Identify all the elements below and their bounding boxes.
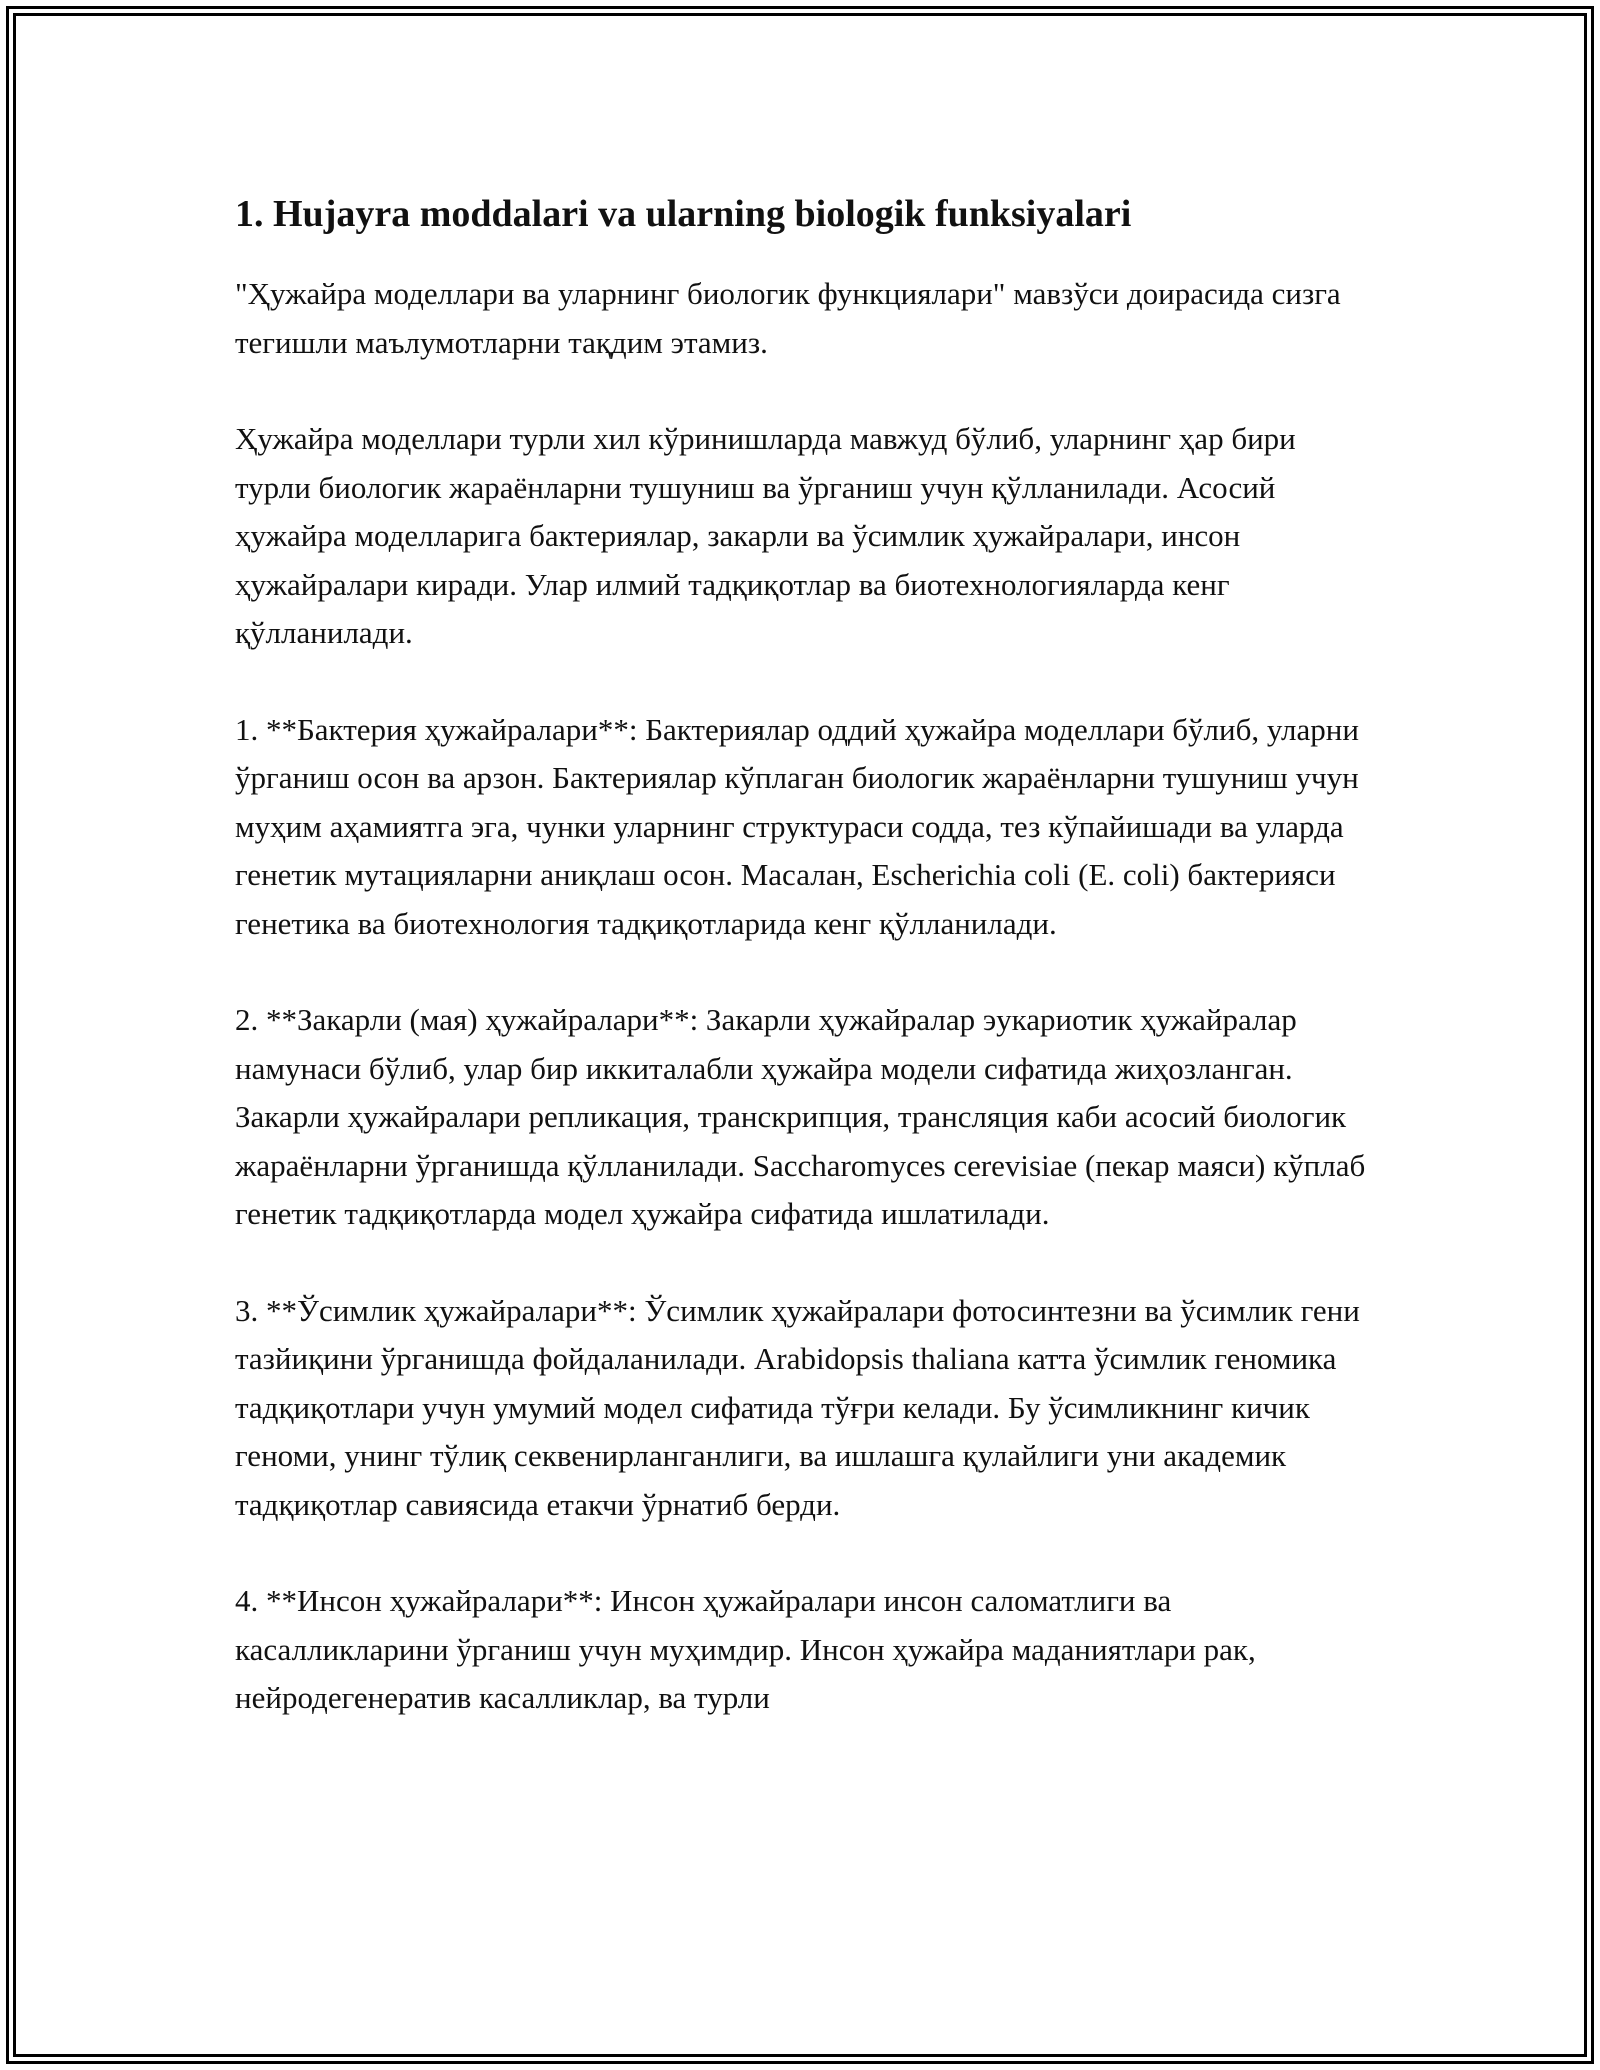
paragraph-overview: Ҳужайра моделлари турли хил кўринишларда мавжуд бўлиб, уларнинг ҳар бири турли биологик жараёнларни тушуниш ва ўрганиш учун қўлланилади. Асосий ҳужайра моделларига бактериялар, закарли ва ўсимлик ҳужайралари, инсон ҳужайралари киради. Улар илмий тадқиқотлар ва биотехнологияларда кенг қўлланилади. — [235, 421, 1296, 650]
paragraph-human: 4. **Инсон ҳужайралари**: Инсон ҳужайралари инсон саломатлиги ва касалликларини ўрганиш учун муҳимдир. Инсон ҳужайра маданиятлари рак, нейродегенератив касалликлар, ва турли — [235, 1583, 1256, 1715]
document-body — [235, 186, 1375, 1771]
paragraph-plant: 3. **Ўсимлик ҳужайралари**: Ўсимлик ҳужайралари фотосинтезни ва ўсимлик гени тазйиқини ўрганишда фойдаланилади. Arabidopsis thaliana катта ўсимлик геномика тадқиқотлари учун умумий модел сифатида тўғри келади. Бу ўсимликнинг кичик геноми, унинг тўлиқ секвенирланганлиги, ва ишлашга қулайлиги уни академик тадқиқотлар савиясида етакчи ўрнатиб берди. — [235, 1292, 1360, 1522]
paragraph-intro: "Ҳужайра моделлари ва уларнинг биологик функциялари" мавзўси доирасида сизга тегишли маълумотларни тақдим этамиз. — [235, 276, 1341, 360]
paragraph-bacteria: 1. **Бактерия ҳужайралари**: Бактериялар оддий ҳужайра моделлари бўлиб, уларни ўрганиш осон ва арзон. Бактериялар кўплаган биологик жараёнларни тушуниш учун муҳим аҳамиятга эга, чунки уларнинг структураси содда, тез кўпайишади ва уларда генетик мутацияларни аниқлаш осон. Масалан, Escherichia coli (E. coli) бактерияси генетика ва биотехнология тадқиқотларида кенг қўлланилади. — [235, 711, 1359, 941]
document-title: 1. Hujayra moddalari va ularning biologik funksiyalari — [235, 193, 1132, 235]
paragraph-yeast: 2. **Закарли (мая) ҳужайралари**: Закарли ҳужайралар эукариотик ҳужайралар намунаси бўлиб, улар бир иккиталабли ҳужайра модели сифатида жиҳозланган. Закарли ҳужайралари репликация, транскрипция, трансляция каби асосий биологик жараёнларни ўрганишда қўлланилади. Saccharomyces cerevisiae (пекар маяси) кўплаб генетик тадқиқотларда модел ҳужайра сифатида ишлатилади. — [235, 1002, 1366, 1231]
